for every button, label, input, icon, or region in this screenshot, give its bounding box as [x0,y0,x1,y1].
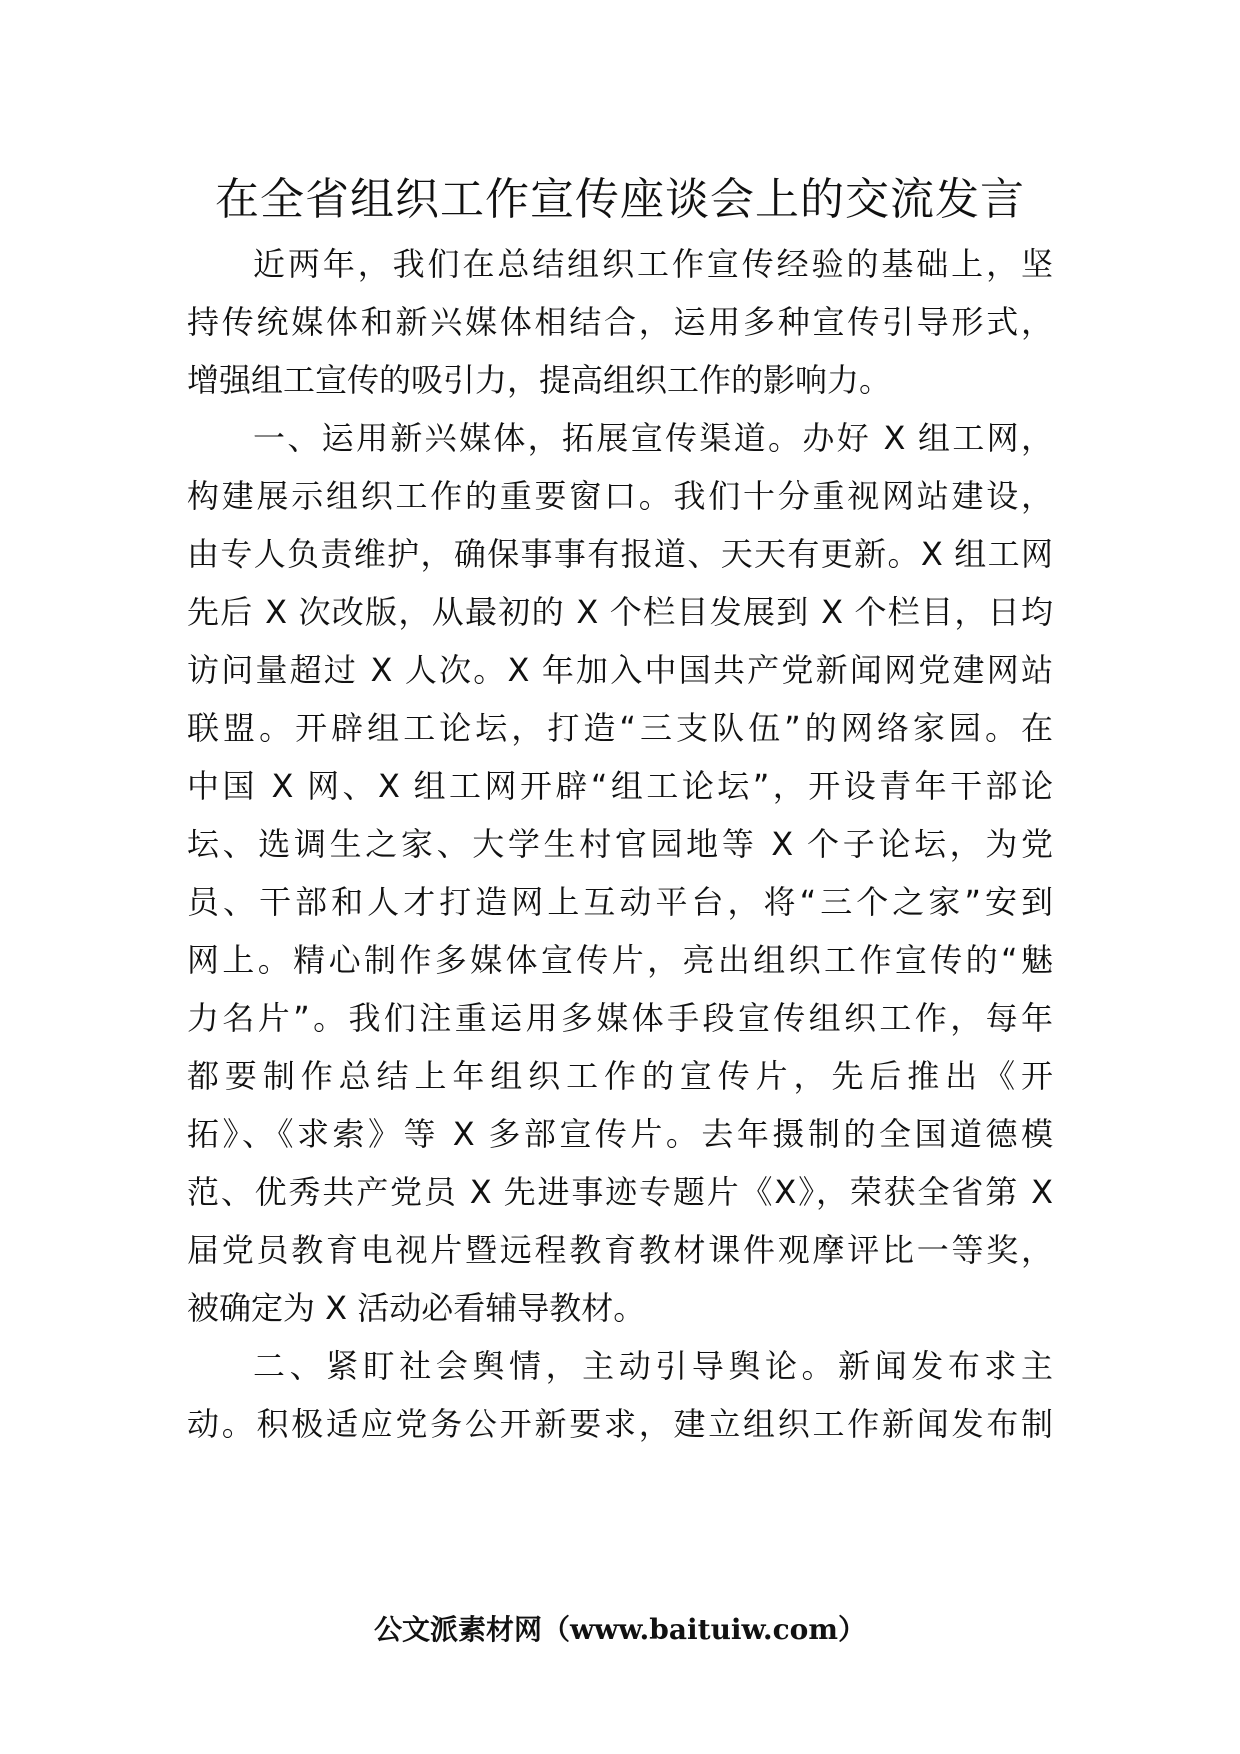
body-line: 中国 X 网、X 组工网开辟“组工论坛”，开设青年干部论 [187,767,1053,805]
body-line: 被确定为 X 活动必看辅导教材。 [187,1289,646,1327]
footer-watermark: 公文派素材网（www.baituiw.com） [374,1613,866,1646]
body-line: 由专人负责维护，确保事事有报道、天天有更新。X 组工网 [187,535,1053,573]
body-line: 员、干部和人才打造网上互动平台，将“三个之家”安到 [187,883,1053,921]
body-line: 都要制作总结上年组织工作的宣传片，先后推出《开 [187,1057,1053,1095]
body-line: 拓》、《求索》等 X 多部宣传片。去年摄制的全国道德模 [187,1115,1053,1153]
body-line: 一、运用新兴媒体，拓展宣传渠道。办好 X 组工网， [253,419,1053,457]
body-line: 联盟。开辟组工论坛，打造“三支队伍”的网络家园。在 [187,709,1053,747]
document-title: 在全省组织工作宣传座谈会上的交流发言 [215,174,1025,225]
body-line: 访问量超过 X 人次。X 年加入中国共产党新闻网党建网站 [187,651,1053,689]
body-line: 构建展示组织工作的重要窗口。我们十分重视网站建设， [187,477,1053,515]
body-line: 二、紧盯社会舆情，主动引导舆论。新闻发布求主 [253,1347,1053,1385]
body-line: 范、优秀共产党员 X 先进事迹专题片《X》，荣获全省第 X [187,1173,1053,1211]
body-line: 近两年，我们在总结组织工作宣传经验的基础上，坚 [253,245,1053,283]
body-line: 持传统媒体和新兴媒体相结合，运用多种宣传引导形式， [187,303,1053,341]
body-line: 先后 X 次改版，从最初的 X 个栏目发展到 X 个栏目，日均 [187,593,1053,631]
body-line: 增强组工宣传的吸引力，提高组织工作的影响力。 [187,361,892,399]
body-line: 坛、选调生之家、大学生村官园地等 X 个子论坛，为党 [187,825,1053,863]
body-line: 力名片”。我们注重运用多媒体手段宣传组织工作，每年 [187,999,1053,1037]
body-line: 届党员教育电视片暨远程教育教材课件观摩评比一等奖， [187,1231,1053,1269]
body-line: 动。积极适应党务公开新要求，建立组织工作新闻发布制 [187,1405,1053,1443]
body-line: 网上。精心制作多媒体宣传片，亮出组织工作宣传的“魅 [187,941,1053,979]
